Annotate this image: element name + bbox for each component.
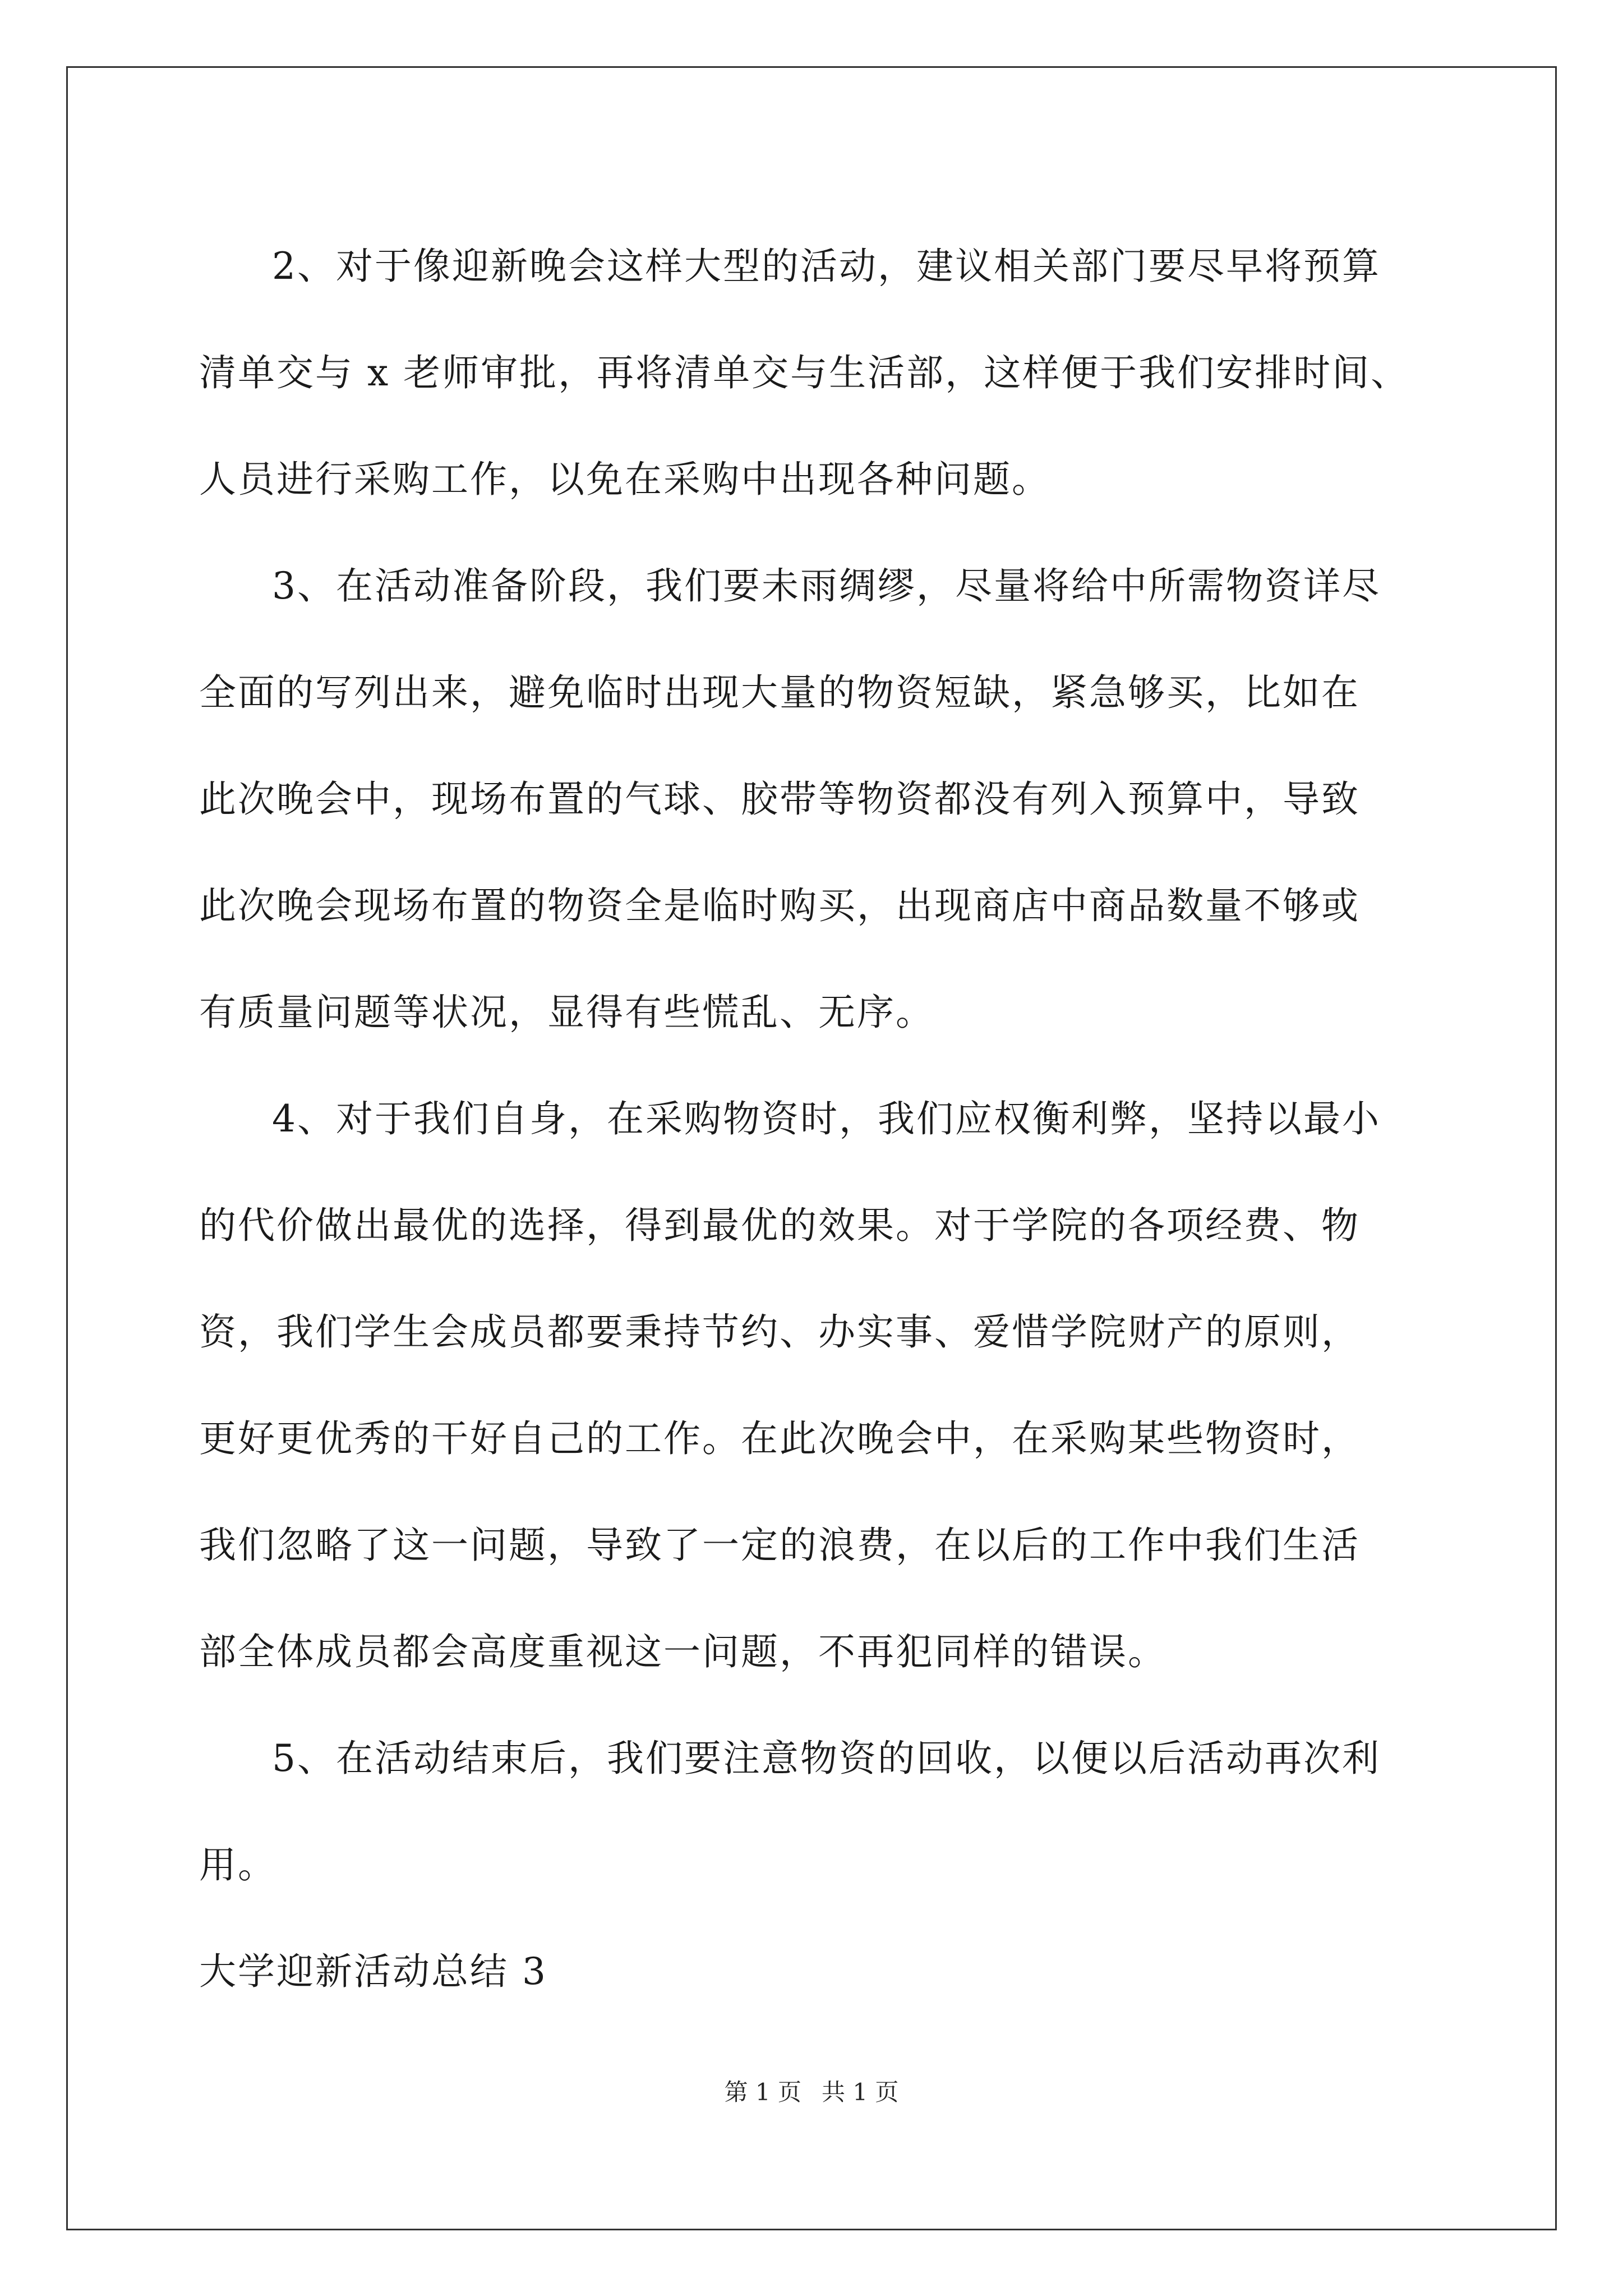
paragraph-line: 此次晚会现场布置的物资全是临时购买，出现商店中商品数量不够或 [199, 884, 1360, 927]
paragraph-line: 用。 [199, 1843, 276, 1887]
paragraph-line: 资，我们学生会成员都要秉持节约、办实事、爱惜学院财产的原则， [199, 1310, 1360, 1354]
paragraph-line: 清单交与 x 老师审批，再将清单交与生活部，这样便于我们安排时间、 [199, 351, 1410, 394]
paragraph-line: 此次晚会中，现场布置的气球、胶带等物资都没有列入预算中，导致 [199, 777, 1360, 821]
paragraph-line: 2、对于像迎新晚会这样大型的活动，建议相关部门要尽早将预算 [272, 245, 1381, 288]
document-body [199, 213, 1433, 2025]
section-heading: 大学迎新活动总结 3 [199, 1950, 547, 1993]
paragraph-line: 的代价做出最优的选择，得到最优的效果。对于学院的各项经费、物 [199, 1204, 1360, 1247]
paragraph-line: 有质量问题等状况，显得有些慌乱、无序。 [199, 991, 934, 1034]
paragraph-line: 部全体成员都会高度重视这一问题，不再犯同样的错误。 [199, 1630, 1166, 1673]
paragraph-line: 全面的写列出来，避免临时出现大量的物资短缺，紧急够买，比如在 [199, 671, 1360, 714]
paragraph-line: 人员进行采购工作，以免在采购中出现各种问题。 [199, 458, 1050, 501]
paragraph-line: 5、在活动结束后，我们要注意物资的回收，以便以后活动再次利 [272, 1737, 1381, 1780]
paragraph-line: 更好更优秀的干好自己的工作。在此次晚会中，在采购某些物资时， [199, 1417, 1360, 1460]
paragraph-line: 3、在活动准备阶段，我们要未雨绸缪，尽量将给中所需物资详尽 [272, 564, 1381, 608]
page-number-current: 第 1 页 [724, 2078, 801, 2106]
page-footer [0, 2076, 1623, 2109]
page-number-total: 共 1 页 [822, 2078, 899, 2106]
paragraph-line: 我们忽略了这一问题，导致了一定的浪费，在以后的工作中我们生活 [199, 1524, 1360, 1567]
paragraph-line: 4、对于我们自身，在采购物资时，我们应权衡利弊，坚持以最小 [272, 1097, 1381, 1140]
